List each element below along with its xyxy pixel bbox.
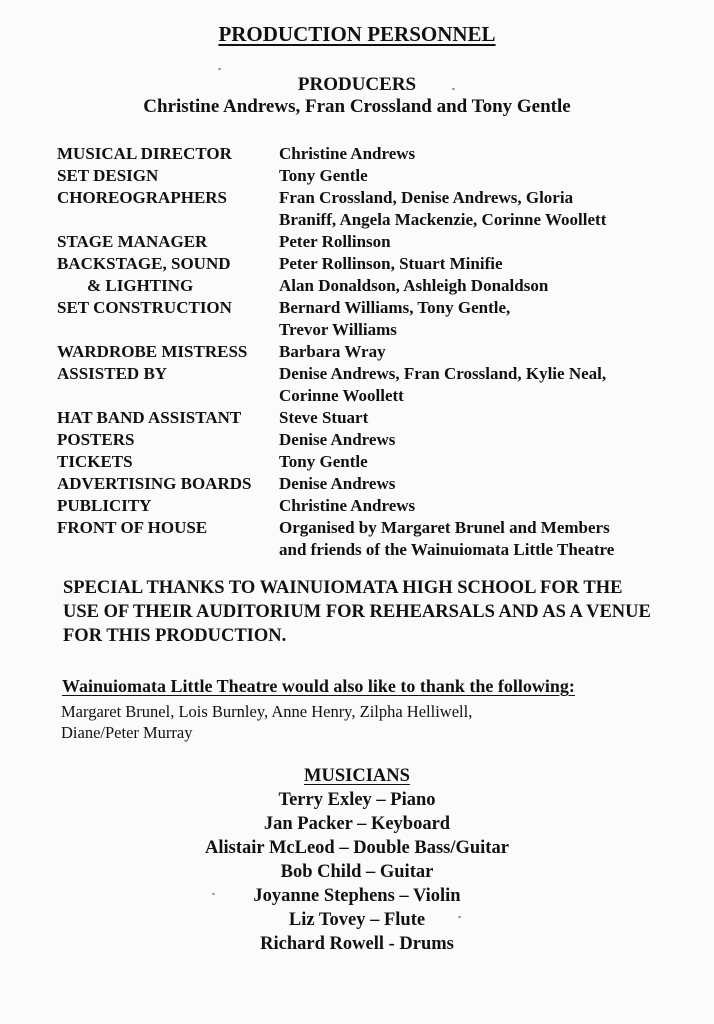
page-title-text: PRODUCTION PERSONNEL (218, 22, 496, 46)
role-label: & LIGHTING (87, 276, 194, 295)
musician-item: Joyanne Stephens – Violin (253, 886, 461, 906)
role-names: Fran Crossland, Denise Andrews, Gloria Braniff, Angela Mackenzie, Corinne Woollett (279, 188, 607, 229)
special-thanks: SPECIAL THANKS TO WAINUIOMATA HIGH SCHOOL FOR THE USE OF THEIR AUDITORIUM FOR REHEARSALS AND AS A VENUE FOR THIS PRODUCTION. (63, 578, 651, 646)
role-row (57, 275, 677, 297)
role-names: Alan Donaldson, Ashleigh Donaldson (279, 276, 549, 295)
musicians-heading: MUSICIANS (304, 766, 410, 786)
role-names: Denise Andrews (279, 430, 396, 449)
scan-speck (458, 916, 461, 918)
musician-item: Jan Packer – Keyboard (263, 814, 451, 834)
role-row (57, 495, 677, 517)
role-label: HAT BAND ASSISTANT (57, 408, 242, 427)
musician-item: Richard Rowell - Drums (260, 934, 454, 954)
role-row (57, 143, 677, 165)
role-label: FRONT OF HOUSE (57, 518, 208, 537)
role-names: Bernard Williams, Tony Gentle, Trevor Williams (279, 298, 511, 339)
role-row (57, 253, 677, 275)
role-row (57, 473, 677, 495)
producers-names: Christine Andrews, Fran Crossland and Tony Gentle (143, 96, 571, 117)
page-title (0, 22, 714, 47)
role-label: CHOREOGRAPHERS (57, 188, 228, 207)
role-names: Tony Gentle (279, 452, 368, 471)
role-names: Organised by Margaret Brunel and Members and friends of the Wainuiomata Little Theatre (279, 518, 615, 559)
role-label: ASSISTED BY (57, 364, 168, 383)
role-row (57, 451, 677, 473)
role-names: Denise Andrews, Fran Crossland, Kylie Neal, Corinne Woollett (279, 364, 607, 405)
role-label: SET CONSTRUCTION (57, 298, 232, 317)
role-row (57, 187, 677, 231)
role-row (57, 363, 677, 407)
role-row (57, 407, 677, 429)
scan-speck (452, 88, 455, 90)
role-label: PUBLICITY (57, 496, 152, 515)
role-names: Tony Gentle (279, 166, 368, 185)
role-label: MUSICAL DIRECTOR (57, 144, 232, 163)
role-names: Peter Rollinson (279, 232, 391, 251)
thanks-heading: Wainuiomata Little Theatre would also like to thank the following: (62, 676, 575, 696)
role-row (57, 297, 677, 341)
producers-heading: PRODUCERS (297, 74, 417, 95)
thanks-names: Margaret Brunel, Lois Burnley, Anne Henry, Zilpha Helliwell, Diane/Peter Murray (61, 702, 473, 742)
role-names: Barbara Wray (279, 342, 386, 361)
role-row (57, 429, 677, 451)
musician-item: Alistair McLeod – Double Bass/Guitar (205, 838, 509, 858)
role-names: Steve Stuart (279, 408, 369, 427)
role-label: STAGE MANAGER (57, 232, 208, 251)
role-row (57, 517, 677, 561)
role-label: ADVERTISING BOARDS (57, 474, 252, 493)
role-names: Christine Andrews (279, 496, 416, 515)
role-label: BACKSTAGE, SOUND (57, 254, 231, 273)
scan-speck (218, 68, 221, 70)
musician-item: Liz Tovey – Flute (288, 910, 426, 930)
musicians-section (0, 764, 714, 956)
musician-item: Terry Exley – Piano (278, 790, 436, 810)
role-label: TICKETS (57, 452, 133, 471)
role-row (57, 165, 677, 187)
role-names: Peter Rollinson, Stuart Minifie (279, 254, 503, 273)
scan-speck (212, 893, 215, 895)
role-label: SET DESIGN (57, 166, 159, 185)
role-names: Denise Andrews (279, 474, 396, 493)
role-row (57, 231, 677, 253)
role-label: WARDROBE MISTRESS (57, 342, 248, 361)
musician-item: Bob Child – Guitar (280, 862, 434, 882)
role-names: Christine Andrews (279, 144, 416, 163)
role-label: POSTERS (57, 430, 135, 449)
roles-list (57, 143, 677, 561)
role-row (57, 341, 677, 363)
